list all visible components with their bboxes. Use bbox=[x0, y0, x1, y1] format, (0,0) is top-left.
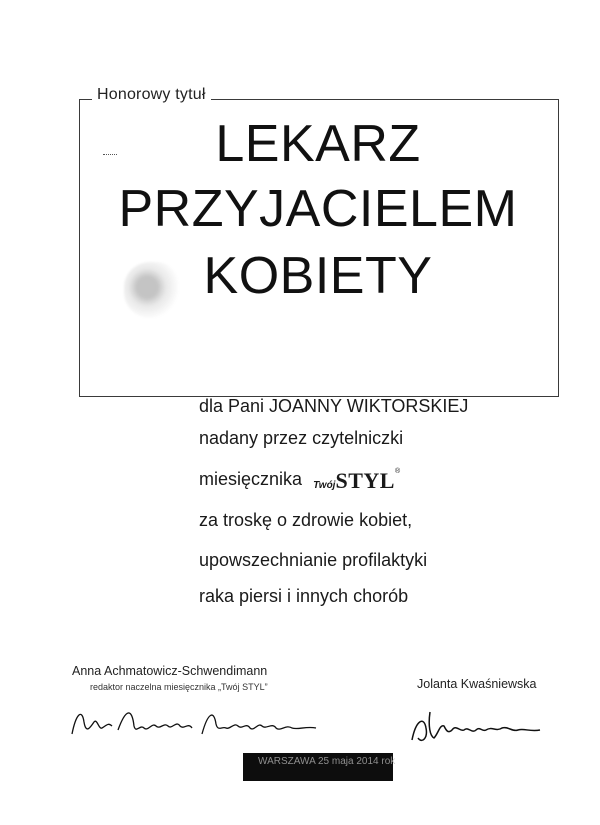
left-signatory-name: Anna Achmatowicz-Schwendimann bbox=[72, 664, 268, 678]
reason-line-3: raka piersi i innych chorób bbox=[199, 586, 409, 606]
reason-line-2: upowszechnianie profilaktyki bbox=[199, 550, 428, 570]
magazine-logo-small: Twój bbox=[313, 480, 336, 491]
place-date: WARSZAWA 25 maja 2014 rok bbox=[258, 756, 396, 767]
recipient-line: dla Pani JOANNY WIKTORSKIEJ bbox=[199, 396, 469, 416]
magazine-logo bbox=[313, 468, 400, 494]
left-signatory-role: redaktor naczelna miesięcznika „Twój STYL” bbox=[90, 682, 268, 692]
left-signature bbox=[66, 704, 326, 744]
magazine-logo-big: STYL bbox=[335, 468, 395, 493]
reason-line-1: za troskę o zdrowie kobiet, bbox=[199, 510, 413, 530]
right-signature bbox=[408, 708, 548, 748]
magazine-line-text: miesięcznika bbox=[199, 469, 303, 489]
right-signatory-name: Jolanta Kwaśniewska bbox=[417, 677, 537, 691]
title-line-1: LEKARZ bbox=[215, 115, 421, 173]
honorary-label: Honorowy tytuł bbox=[92, 86, 211, 104]
magazine-logo-mark: ® bbox=[394, 468, 401, 475]
title-line-3: KOBIETY bbox=[203, 247, 433, 305]
awarded-by-line: nadany przez czytelniczki bbox=[199, 428, 404, 448]
title-line-2: PRZYJACIELEM bbox=[118, 180, 518, 238]
magazine-line bbox=[199, 468, 400, 494]
